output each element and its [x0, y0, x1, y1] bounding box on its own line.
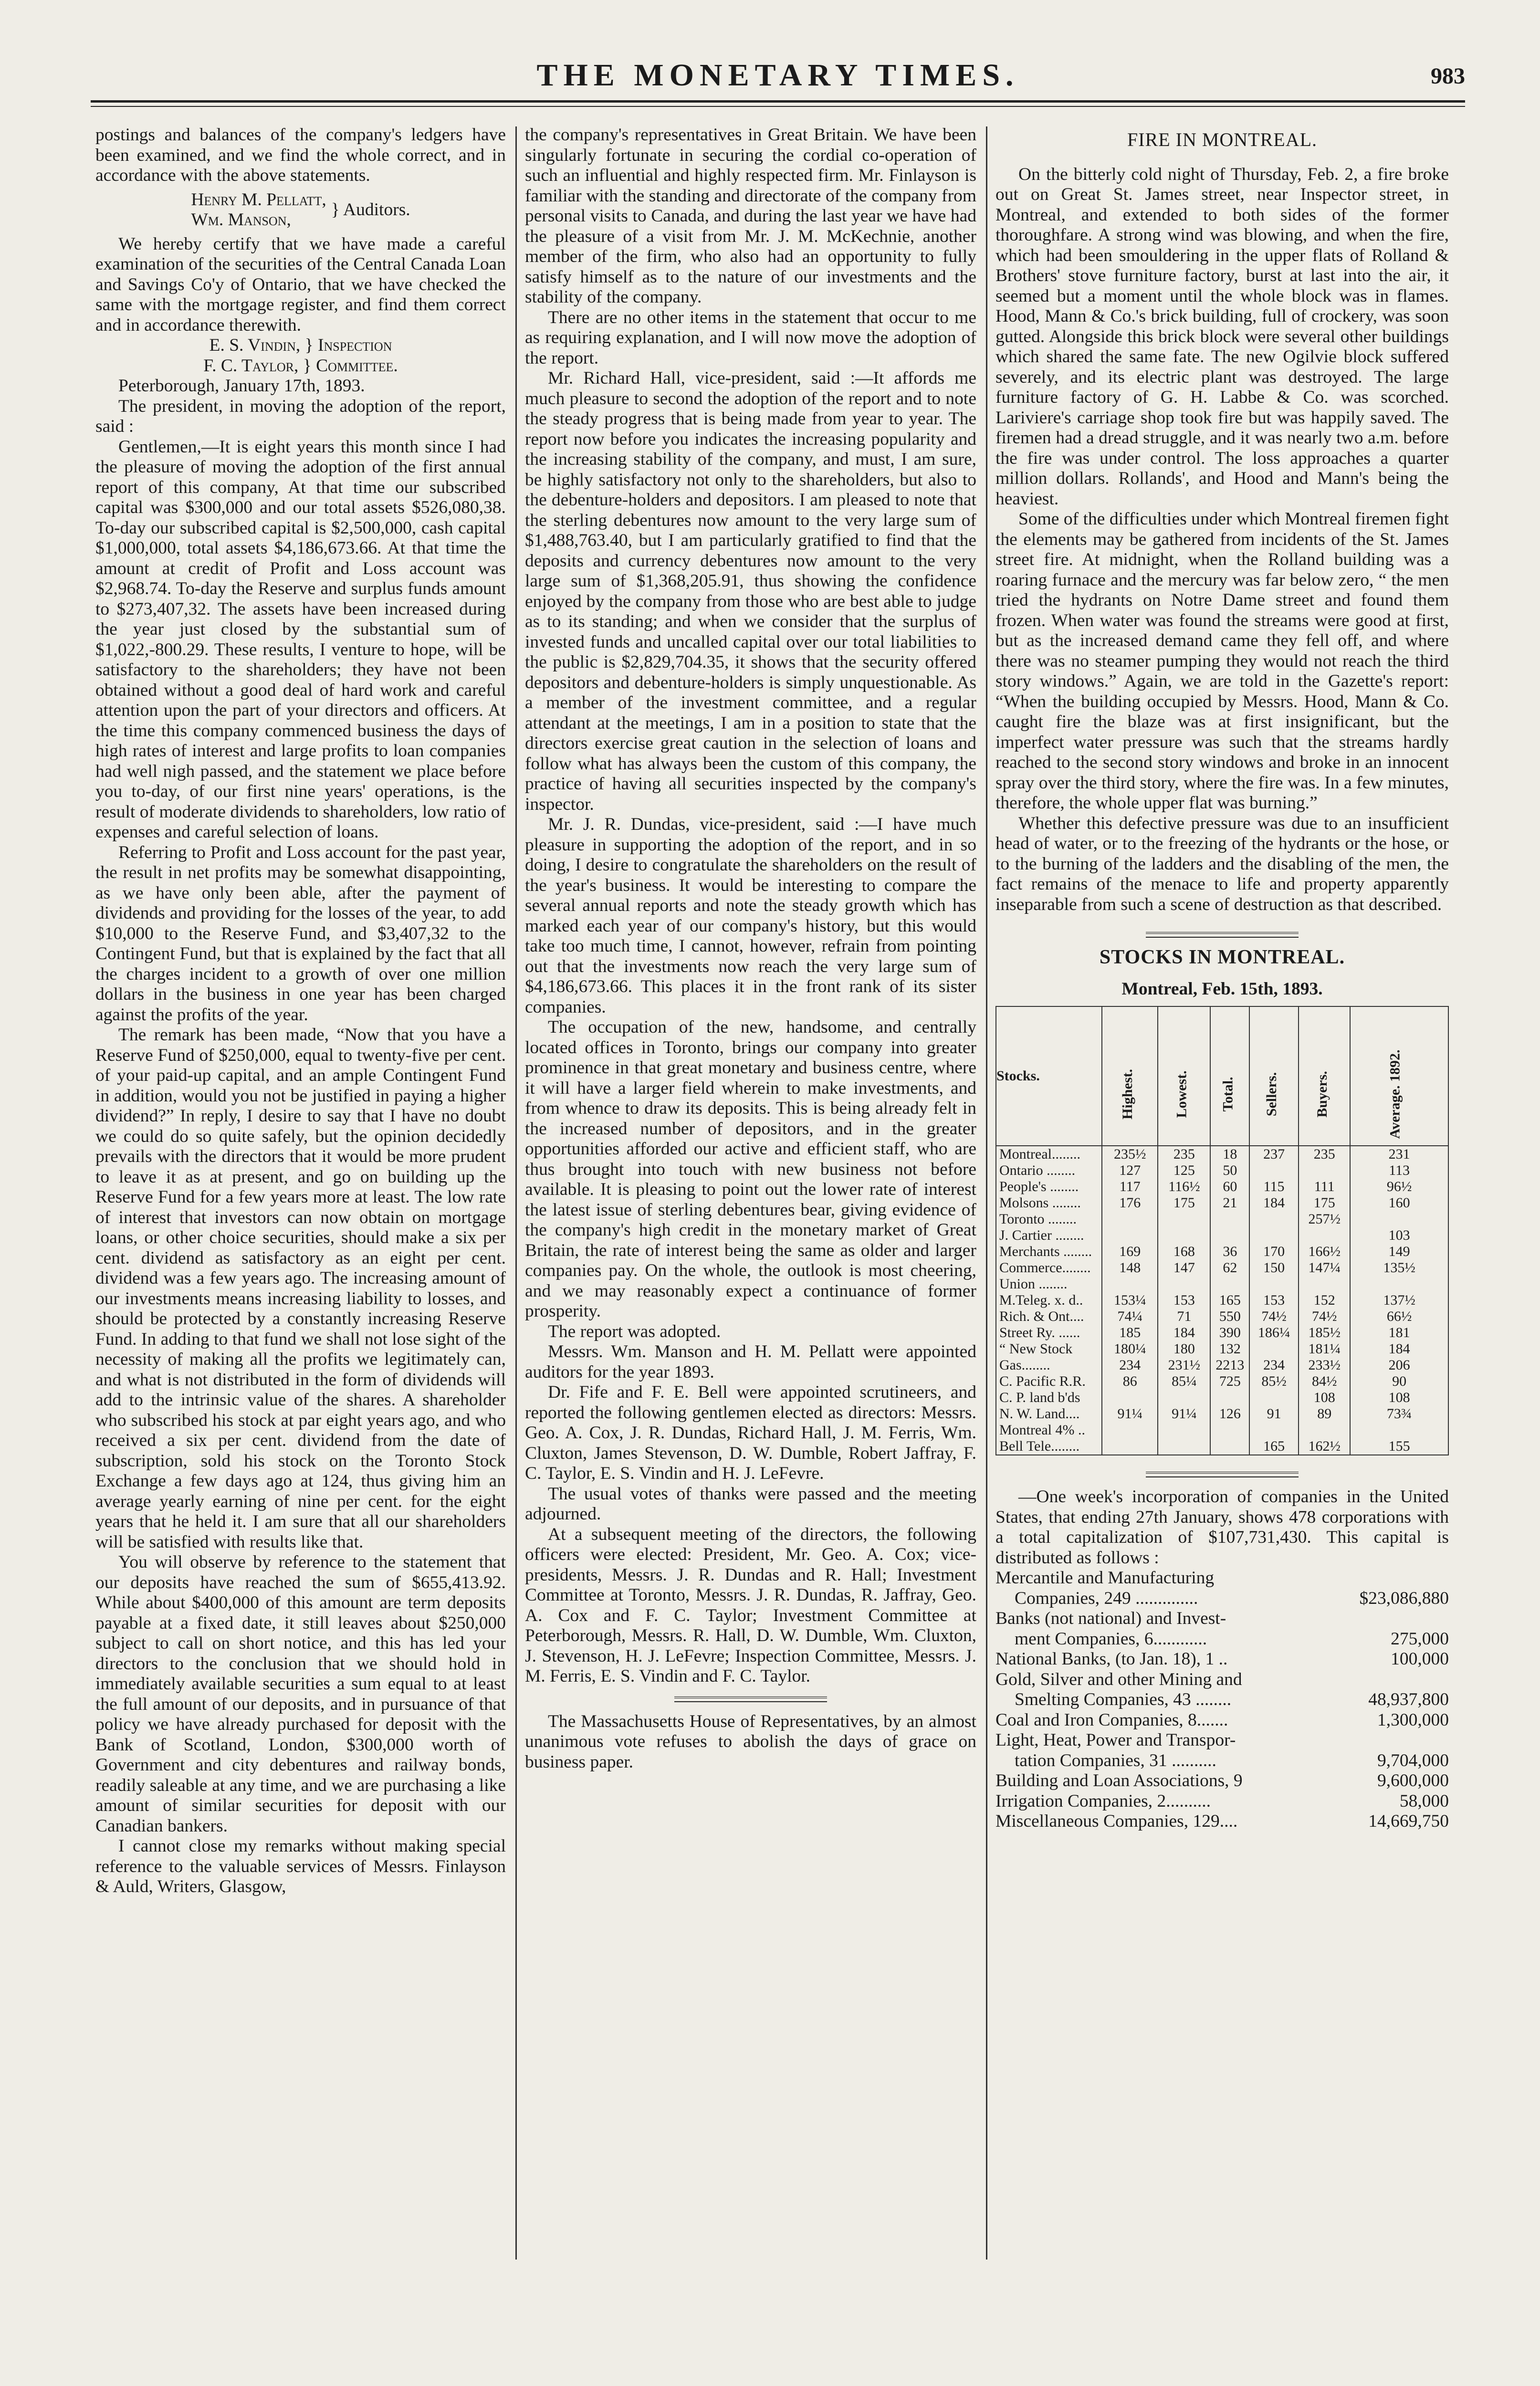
column-header: Sellers. [1249, 1006, 1299, 1146]
stock-value-cell [1102, 1211, 1158, 1227]
paragraph: I cannot close my remarks without making special reference to the valuable services of Messrs. Finlayson & Auld, Writers, Glasgow, [95, 1836, 506, 1896]
stock-value-cell: 71 [1158, 1308, 1210, 1325]
list-item-label: Banks (not national) and Invest- [995, 1609, 1226, 1628]
stock-value-cell [1299, 1227, 1350, 1244]
stock-value-cell: 108 [1350, 1390, 1448, 1406]
stock-value-cell: 234 [1249, 1357, 1299, 1373]
stock-value-cell [1102, 1438, 1158, 1455]
stock-name-cell: M.Teleg. x. d.. [996, 1292, 1102, 1308]
stock-value-cell: 147 [1158, 1260, 1210, 1276]
table-row [996, 1406, 1448, 1422]
inspector-line: E. S. Vindin, } Inspection [209, 335, 392, 355]
stock-value-cell: 231 [1350, 1146, 1448, 1162]
stock-value-cell [1249, 1162, 1299, 1179]
table-row [996, 1390, 1448, 1406]
column-1 [95, 125, 506, 1897]
auditors-signature [95, 190, 506, 230]
stock-value-cell: 153¼ [1102, 1292, 1158, 1308]
paragraph: The remark has been made, “Now that you have a Reserve Fund of $250,000, equal to twenty-five per cent. of your paid-up capital, and an ample Contingent Fund in addition, would you not be justified in paying a higher dividend?” In reply, I desire to say that I have no doubt we could do so quite safely, but the opinion decidedly prevails with the directors that it would be more prudent to leave it as at present, and go on building up the Reserve Fund for a few years more at least. The low rate of interest that investors can now obtain on mortgage loans, or other choice securities, should make a six per cent. dividend as satisfactory as an eight per cent. dividend was a few years ago. The increasing amount of our investments means increasing liability to losses, and should be protected by a constantly increasing Reserve Fund. In adding to that fund we shall not lose sight of the necessity of making all the profits we legitimately can, and what is not distributed in the form of dividends will add to the intrinsic value of the shares. A shareholder who subscribed his stock at par eight years ago, and who received a six per cent. dividend from the date of subscription, sold his stock on the Toronto Stock Exchange a few days ago at 124, thus giving him an average yearly earning of nine per cent. for the eight years that he held it. I am sure that all our shareholders will be satisfied with results like that. [95, 1025, 506, 1552]
stock-value-cell [1249, 1276, 1299, 1292]
stock-value-cell: 234 [1102, 1357, 1158, 1373]
table-row [996, 1276, 1448, 1292]
stock-value-cell [1249, 1422, 1299, 1438]
stock-value-cell [1350, 1211, 1448, 1227]
stock-value-cell: 108 [1299, 1390, 1350, 1406]
stock-name-cell: Merchants ........ [996, 1244, 1102, 1260]
stock-value-cell: 89 [1299, 1406, 1350, 1422]
stock-value-cell: 153 [1158, 1292, 1210, 1308]
column-header: Highest. [1102, 1006, 1158, 1146]
stock-value-cell: 235½ [1102, 1146, 1158, 1162]
stock-value-cell: 153 [1249, 1292, 1299, 1308]
paragraph: The report was adopted. [548, 1321, 721, 1341]
table-row [996, 1260, 1448, 1276]
stock-value-cell: 180 [1158, 1341, 1210, 1357]
list-item-value: 100,000 [1391, 1649, 1449, 1669]
stock-value-cell [1210, 1276, 1249, 1292]
stock-value-cell: 113 [1350, 1162, 1448, 1179]
stock-value-cell: 184 [1249, 1195, 1299, 1211]
table-row [996, 1308, 1448, 1325]
table-row [996, 1244, 1448, 1260]
stock-value-cell: 170 [1249, 1244, 1299, 1260]
table-row [996, 1195, 1448, 1211]
section-rule [1146, 932, 1299, 938]
table-row [996, 1146, 1448, 1162]
list-item-label: Companies, 249 .............. [1015, 1588, 1198, 1608]
stock-value-cell: 148 [1102, 1260, 1158, 1276]
paragraph: Referring to Profit and Loss account for the past year, the result in net profits may be somewhat disappointing, as we have only been able, after the payment of dividends and providing for the losses of the year, to add $10,000 to the Reserve Fund, and $3,407,32 to the Contingent Fund, but that is explained by the fact that all the charges incident to a growth of over one million dollars in the business in one year has been charged against the profits of the year. [95, 842, 506, 1025]
masthead [91, 52, 1465, 95]
stock-name-cell: J. Cartier ........ [996, 1227, 1102, 1244]
stock-value-cell: 149 [1350, 1244, 1448, 1260]
column-header: Total. [1210, 1006, 1249, 1146]
stock-value-cell: 235 [1158, 1146, 1210, 1162]
paragraph: The occupation of the new, handsome, and centrally located offices in Toronto, brings our company into greater prominence in that great monetary and business centre, where it will have a larger field wherein to make investments, and from whence to draw its deposits. This is being already felt in the increased number of depositors, and in the greater opportunities afforded our active and efficient staff, who are thus brought into touch with new business not before available. It is pleasing to point out the lower rate of interest the latest issue of sterling debentures bear, giving evidence of the company's high credit in the monetary market of Great Britain, the rate of interest being the same as older and larger companies pay. On the whole, the outlook is most cheering, and we may reasonably expect a continuance of former prosperity. [525, 1017, 976, 1321]
paragraph: We hereby certify that we have made a careful examination of the securities of the Central Canada Loan and Savings Co'y of Ontario, that we have checked the same with the mortgage register, and find them correct and in accordance therewith. [95, 234, 506, 335]
stock-value-cell [1210, 1390, 1249, 1406]
stock-value-cell: 91 [1249, 1406, 1299, 1422]
stock-value-cell: 84½ [1299, 1373, 1350, 1390]
column-rule-2 [986, 126, 987, 2260]
list-item-label: ment Companies, 6............ [1015, 1629, 1207, 1649]
stock-value-cell: 115 [1249, 1179, 1299, 1195]
stock-value-cell: 150 [1249, 1260, 1299, 1276]
list-item-label: National Banks, (to Jan. 18), 1 .. [995, 1649, 1228, 1669]
section-heading: STOCKS IN MONTREAL. [1099, 946, 1345, 968]
column-header: Average. 1892. [1350, 1006, 1448, 1146]
stock-value-cell [1102, 1390, 1158, 1406]
stock-value-cell: 127 [1102, 1162, 1158, 1179]
auditor-name: Henry M. Pellatt, [191, 189, 326, 209]
paragraph: Dr. Fife and F. E. Bell were appointed scrutineers, and reported the following gentlemen elected as directors: Messrs. Geo. A. Cox, J. R. Dundas, Richard Hall, J. M. Ferris, Wm. Cluxton, James Stevenson, D. W. Dumble, Robert Jaffray, F. C. Taylor, E. S. Vindin and H. J. LeFevre. [525, 1382, 976, 1483]
table-header-row [996, 1006, 1448, 1146]
stock-value-cell: 116½ [1158, 1179, 1210, 1195]
stock-name-cell: Ontario ........ [996, 1162, 1102, 1179]
paragraph: Messrs. Wm. Manson and H. M. Pellatt were appointed auditors for the year 1893. [525, 1342, 976, 1382]
list-item-label: Smelting Companies, 43 ........ [1015, 1690, 1232, 1709]
stock-name-cell: Union ........ [996, 1276, 1102, 1292]
incorporation-list [995, 1568, 1449, 1832]
paragraph: Whether this defective pressure was due to an insufficient head of water, or to the freezing of the hydrants or the hose, or to the burning of the ladders and the disabling of the men, the fact remains of the menace to life and property apparently inseparable from such a scene of destruction as that described. [995, 813, 1449, 914]
list-item-label: Mercantile and Manufacturing [995, 1568, 1215, 1588]
stock-value-cell: 237 [1249, 1146, 1299, 1162]
header-rule [91, 100, 1465, 103]
paragraph: At a subsequent meeting of the directors, the following officers were elected: President, Mr. Geo. A. Cox; vice-presidents, Messrs. J. R. Dundas and R. Hall; Investment Committee at Toronto, Messrs. J. R. Dundas, R. Jaffray, Geo. A. Cox and F. C. Taylor; Investment Committee at Peterborough, Messrs. R. Hall, D. W. Dumble, Wm. Cluxton, J. Stevenson, H. J. LeFevre; Inspection Committee, Messrs. J. M. Ferris, E. S. Vindin and F. C. Taylor. [525, 1524, 976, 1686]
stock-value-cell: 175 [1158, 1195, 1210, 1211]
stock-value-cell: 60 [1210, 1179, 1249, 1195]
paragraph: the company's representatives in Great Britain. We have been singularly fortunate in securing the cordial co-operation of such an influential and highly respected firm. Mr. Finlayson is familiar with the standing and directorate of the company from personal visits to Canada, and during the last year we have had the pleasure of a visit from Mr. J. M. McKechnie, another member of the firm, who also had an opportunity to fully satisfy himself as to the nature of our investments and the stability of the company. [525, 125, 976, 307]
stock-value-cell: 165 [1210, 1292, 1249, 1308]
list-item [995, 1609, 1449, 1629]
stock-value-cell: 165 [1249, 1438, 1299, 1455]
stock-name-cell: C. P. land b'ds [996, 1390, 1102, 1406]
masthead-title: THE MONETARY TIMES. [536, 58, 1019, 93]
paragraph: You will observe by reference to the statement that our deposits have reached the sum of $655,413.92. While about $400,000 of this amount are term deposits payable at a fixed date, it still leaves about $250,000 subject to call on short notice, and this has led your directors to the conclusion that we should hold in immediately available securities a sum equal to at least the full amount of our deposits, and in pursuance of that policy we have already purchased for deposit with the Bank of Scotland, London, $300,000 worth of Government and city debentures and railway bonds, readily saleable at any time, and we are purchasing a like amount of similar securities for deposit with our Canadian bankers. [95, 1552, 506, 1836]
stock-value-cell: 73¾ [1350, 1406, 1448, 1422]
list-item [995, 1751, 1449, 1771]
table-row [996, 1211, 1448, 1227]
paragraph: On the bitterly cold night of Thursday, Feb. 2, a fire broke out on Great St. James street, near Inspector street, in Montreal, and extended to both sides of the former thoroughfare. A strong wind was blowing, and when the fire, which had been smouldering in the upper flats of Rolland & Brothers' stove furniture factory, burst at last into the air, it seemed but a moment until the whole block was in flames. Hood, Mann & Co.'s brick building, full of crockery, was soon gutted. Alongside this brick block were several other buildings which shared the same fate. The new Ogilvie block suffered severely, and its electric plant was destroyed. The large furniture factory of G. H. Labbe & Co. was scorched. Lariviere's carriage shop took fire but was happily saved. The firemen had a dread struggle, and it was nearly two a.m. before the fire was under control. The loss approaches a quarter million dollars. Rollands', and Hood and Mann's being the heaviest. [995, 164, 1449, 509]
stock-value-cell: 50 [1210, 1162, 1249, 1179]
paragraph: The Massachusetts House of Representatives, by an almost unanimous vote refuses to abolish the days of grace on business paper. [525, 1711, 976, 1772]
column-3 [995, 125, 1449, 1832]
paragraph: The president, in moving the adoption of the report, said : [95, 396, 506, 436]
stock-name-cell: C. Pacific R.R. [996, 1373, 1102, 1390]
stock-value-cell: 155 [1350, 1438, 1448, 1455]
column-rule-1 [515, 126, 517, 2260]
table-row [996, 1227, 1448, 1244]
auditors-label: } Auditors. [331, 199, 410, 220]
paragraph: Mr. J. R. Dundas, vice-president, said :—I have much pleasure in supporting the adoption of the report, and in so doing, I desire to congratulate the shareholders on the result of the year's business. It would be interesting to compare the several annual reports and note the steady growth which has marked each year of our company's history, but this would take too much time, I cannot, however, refrain from pointing out that the investments now reach the very large sum of $4,186,673.66. This places it in the front rank of its sister companies. [525, 815, 976, 1017]
stock-value-cell [1158, 1438, 1210, 1455]
table-row [996, 1292, 1448, 1308]
dateline: Peterborough, January 17th, 1893. [118, 376, 365, 396]
stock-value-cell: 90 [1350, 1373, 1448, 1390]
stock-name-cell: Bell Tele........ [996, 1438, 1102, 1455]
stock-value-cell: 86 [1102, 1373, 1158, 1390]
stock-value-cell: 162½ [1299, 1438, 1350, 1455]
stock-value-cell: 186¼ [1249, 1325, 1299, 1341]
stock-name-cell: N. W. Land.... [996, 1406, 1102, 1422]
list-item-label: Miscellaneous Companies, 129.... [995, 1811, 1238, 1831]
stock-value-cell: 166½ [1299, 1244, 1350, 1260]
stock-value-cell: 231½ [1158, 1357, 1210, 1373]
stock-value-cell: 137½ [1350, 1292, 1448, 1308]
stock-name-cell: Commerce........ [996, 1260, 1102, 1276]
stock-name-cell: Toronto ........ [996, 1211, 1102, 1227]
stock-value-cell: 85¼ [1158, 1373, 1210, 1390]
list-item-value: 14,669,750 [1368, 1811, 1449, 1831]
list-item [995, 1690, 1449, 1710]
stock-value-cell: 176 [1102, 1195, 1158, 1211]
stock-value-cell: 233½ [1299, 1357, 1350, 1373]
stocks-dateline: Montreal, Feb. 15th, 1893. [1121, 979, 1323, 999]
stock-value-cell: 175 [1299, 1195, 1350, 1211]
list-item-value: $23,086,880 [1359, 1588, 1449, 1608]
header-rule-thin [91, 106, 1465, 107]
stock-value-cell [1249, 1390, 1299, 1406]
stock-value-cell: 103 [1350, 1227, 1448, 1244]
stock-value-cell [1249, 1341, 1299, 1357]
list-item-label: tation Companies, 31 .......... [1015, 1750, 1216, 1770]
stocks-table-body [996, 1146, 1448, 1455]
column-header: Buyers. [1299, 1006, 1350, 1146]
table-row [996, 1341, 1448, 1357]
stock-value-cell [1210, 1438, 1249, 1455]
stock-value-cell [1210, 1211, 1249, 1227]
stock-value-cell [1158, 1390, 1210, 1406]
stock-value-cell: 160 [1350, 1195, 1448, 1211]
table-row [996, 1438, 1448, 1455]
stock-value-cell [1210, 1422, 1249, 1438]
table-row [996, 1325, 1448, 1341]
stock-value-cell: 74¼ [1102, 1308, 1158, 1325]
list-item [995, 1710, 1449, 1731]
stock-value-cell [1158, 1211, 1210, 1227]
stock-value-cell: 96½ [1350, 1179, 1448, 1195]
list-item [995, 1629, 1449, 1650]
auditor-name: Wm. Manson, [191, 210, 291, 230]
stock-value-cell: 74½ [1249, 1308, 1299, 1325]
stock-value-cell [1299, 1422, 1350, 1438]
stock-value-cell: 125 [1158, 1162, 1210, 1179]
stock-value-cell: 550 [1210, 1308, 1249, 1325]
stock-value-cell: 390 [1210, 1325, 1249, 1341]
stock-value-cell [1299, 1162, 1350, 1179]
stock-value-cell: 169 [1102, 1244, 1158, 1260]
stock-name-cell: Rich. & Ont.... [996, 1308, 1102, 1325]
stock-value-cell: 147¼ [1299, 1260, 1350, 1276]
paragraph: Gentlemen,—It is eight years this month since I had the pleasure of moving the adoption of the first annual report of this company, At that time our subscribed capital was $300,000 and our total assets $526,080,38. To-day our subscribed capital is $2,500,000, cash capital $1,000,000, total assets $4,186,673.66. At that time the amount at credit of Profit and Loss account was $2,968.74. To-day the Reserve and surplus funds amount to $273,407,32. The assets have been increased during the year just closed by the substantial sum of $1,022,-800.29. These results, I venture to hope, will be satisfactory to the shareholders; they have not been obtained without a good deal of hard work and careful attention upon the part of your directors and officers. At the time this company commenced business the days of high rates of interest and large profits to loan companies had well nigh passed, and the statement we place before you to-day, of our first nine years' operations, is the result of moderate dividends to shareholders, low ratio of expenses and careful selection of loans. [95, 437, 506, 842]
stock-value-cell [1158, 1227, 1210, 1244]
inspector-line: F. C. Taylor, } Committee. [203, 356, 398, 376]
list-item-value: 48,937,800 [1368, 1690, 1449, 1709]
section-rule [1146, 1472, 1299, 1477]
paragraph: Some of the difficulties under which Montreal firemen fight the elements may be gathered from incidents of the St. James street fire. At midnight, when the Rolland building was a roaring furnace and the mercury was far below zero, “ the men tried the hydrants on Notre Dame street and found them frozen. When water was found the streams were good at first, but as the increased demand came they fell off, and where there was no steamer pumping they would not reach the third story windows.” Again, we are told in the Gazette's report: “When the building occupied by Messrs. Hood, Mann & Co. caught fire the blaze was at first insignificant, but the imperfect water pressure was such that the streams hardly reached to the second story windows and broke in an innocent spray over the third story, where the fire was. In a few minutes, therefore, the whole upper flat was burning.” [995, 509, 1449, 813]
stock-name-cell: People's ........ [996, 1179, 1102, 1195]
column-header: Lowest. [1158, 1006, 1210, 1146]
list-item-label: Building and Loan Associations, 9 [995, 1771, 1243, 1790]
stock-name-cell: Montreal 4% .. [996, 1422, 1102, 1438]
stock-value-cell: 135½ [1350, 1260, 1448, 1276]
stock-value-cell: 126 [1210, 1406, 1249, 1422]
stock-name-cell: “ New Stock [996, 1341, 1102, 1357]
stocks-table [995, 1006, 1449, 1455]
stock-value-cell: 111 [1299, 1179, 1350, 1195]
list-item [995, 1568, 1449, 1589]
stock-value-cell: 117 [1102, 1179, 1158, 1195]
stock-value-cell [1249, 1211, 1299, 1227]
stock-value-cell: 725 [1210, 1373, 1249, 1390]
stock-name-cell: Gas........ [996, 1357, 1102, 1373]
stock-value-cell: 74½ [1299, 1308, 1350, 1325]
list-item-label: Coal and Iron Companies, 8....... [995, 1710, 1228, 1730]
stock-name-cell: Montreal........ [996, 1146, 1102, 1162]
list-item-label: Gold, Silver and other Mining and [995, 1669, 1242, 1689]
stock-value-cell [1210, 1227, 1249, 1244]
stock-value-cell: 180¼ [1102, 1341, 1158, 1357]
stock-name-cell: Street Ry. ...... [996, 1325, 1102, 1341]
paragraph: postings and balances of the company's ledgers have been examined, and we find the whole correct, and in accordance with the above statements. [95, 125, 506, 185]
list-item [995, 1589, 1449, 1609]
stock-value-cell [1299, 1276, 1350, 1292]
stock-value-cell: 132 [1210, 1341, 1249, 1357]
list-item [995, 1730, 1449, 1751]
stock-value-cell: 85½ [1249, 1373, 1299, 1390]
list-item-value: 9,704,000 [1377, 1750, 1449, 1770]
section-heading: FIRE IN MONTREAL. [1127, 129, 1318, 150]
section-rule [674, 1696, 827, 1702]
stock-value-cell [1102, 1227, 1158, 1244]
stock-value-cell [1102, 1276, 1158, 1292]
stock-value-cell: 185 [1102, 1325, 1158, 1341]
stock-value-cell [1158, 1276, 1210, 1292]
list-item-value: 58,000 [1399, 1791, 1449, 1811]
paragraph: —One week's incorporation of companies in the United States, that ending 27th January, shows 478 corporations with a total capitalization of $107,731,430. This capital is distributed as follows : [995, 1487, 1449, 1568]
stock-value-cell: 2213 [1210, 1357, 1249, 1373]
table-row [996, 1179, 1448, 1195]
stock-value-cell [1102, 1422, 1158, 1438]
stock-value-cell [1350, 1276, 1448, 1292]
stock-name-cell: Molsons ........ [996, 1195, 1102, 1211]
table-row [996, 1162, 1448, 1179]
paragraph: The usual votes of thanks were passed and the meeting adjourned. [525, 1484, 976, 1524]
stock-value-cell: 91¼ [1102, 1406, 1158, 1422]
paragraph: Mr. Richard Hall, vice-president, said :—It affords me much pleasure to second the adoption of the report and to note the steady progress that is being made from year to year. The report now before you indicates the increasing popularity and the increasing stability of the company, and must, I am sure, be highly satisfactory not only to the shareholders, but also to the debenture-holders and depositors. I am pleased to note that the sterling debentures now amount to the very large sum of $1,488,763.40, but I am particularly gratified to find that the deposits and currency debentures now amount to the very large sum of $1,368,205.91, thus showing the confidence enjoyed by the company from those who are best able to judge as to its standing; and when we consider that the surplus of invested funds and uncalled capital over our total liabilities to the public is $2,829,704.35, it shows that the security offered depositors and debenture-holders is simply unquestionable. As a member of the investment committee, and a regular attendant at the meetings, I am in a position to state that the directors exercise great caution in the selection of loans and follow what has always been the custom of this company, the practice of having all securities inspected by the company's inspector. [525, 368, 976, 814]
paragraph: There are no other items in the statement that occur to me as requiring explanation, and I will now move the adoption of the report. [525, 307, 976, 368]
stock-value-cell: 21 [1210, 1195, 1249, 1211]
column-header: Stocks. [996, 1006, 1102, 1146]
stock-value-cell: 257½ [1299, 1211, 1350, 1227]
stock-value-cell: 206 [1350, 1357, 1448, 1373]
stock-value-cell: 66½ [1350, 1308, 1448, 1325]
table-row [996, 1422, 1448, 1438]
stock-value-cell: 181 [1350, 1325, 1448, 1341]
stock-value-cell: 18 [1210, 1146, 1249, 1162]
page-number: 983 [1431, 63, 1465, 89]
stock-value-cell [1350, 1422, 1448, 1438]
stock-value-cell: 181¼ [1299, 1341, 1350, 1357]
list-item-value: 9,600,000 [1377, 1771, 1449, 1790]
list-item-value: 1,300,000 [1377, 1710, 1449, 1730]
list-item-label: Irrigation Companies, 2.......... [995, 1791, 1211, 1811]
list-item [995, 1811, 1449, 1832]
stock-value-cell: 91¼ [1158, 1406, 1210, 1422]
list-item [995, 1649, 1449, 1670]
stock-value-cell [1158, 1422, 1210, 1438]
list-item [995, 1771, 1449, 1791]
list-item-label: Light, Heat, Power and Transpor- [995, 1730, 1236, 1750]
stock-value-cell: 184 [1158, 1325, 1210, 1341]
stock-value-cell: 62 [1210, 1260, 1249, 1276]
stock-value-cell: 36 [1210, 1244, 1249, 1260]
stock-value-cell: 235 [1299, 1146, 1350, 1162]
column-2 [525, 125, 976, 1772]
stock-value-cell: 152 [1299, 1292, 1350, 1308]
list-item-value: 275,000 [1391, 1629, 1449, 1649]
list-item [995, 1670, 1449, 1690]
stock-value-cell: 185½ [1299, 1325, 1350, 1341]
table-row [996, 1357, 1448, 1373]
list-item [995, 1791, 1449, 1812]
stock-value-cell: 184 [1350, 1341, 1448, 1357]
stock-value-cell: 168 [1158, 1244, 1210, 1260]
stock-value-cell [1249, 1227, 1299, 1244]
table-row [996, 1373, 1448, 1390]
